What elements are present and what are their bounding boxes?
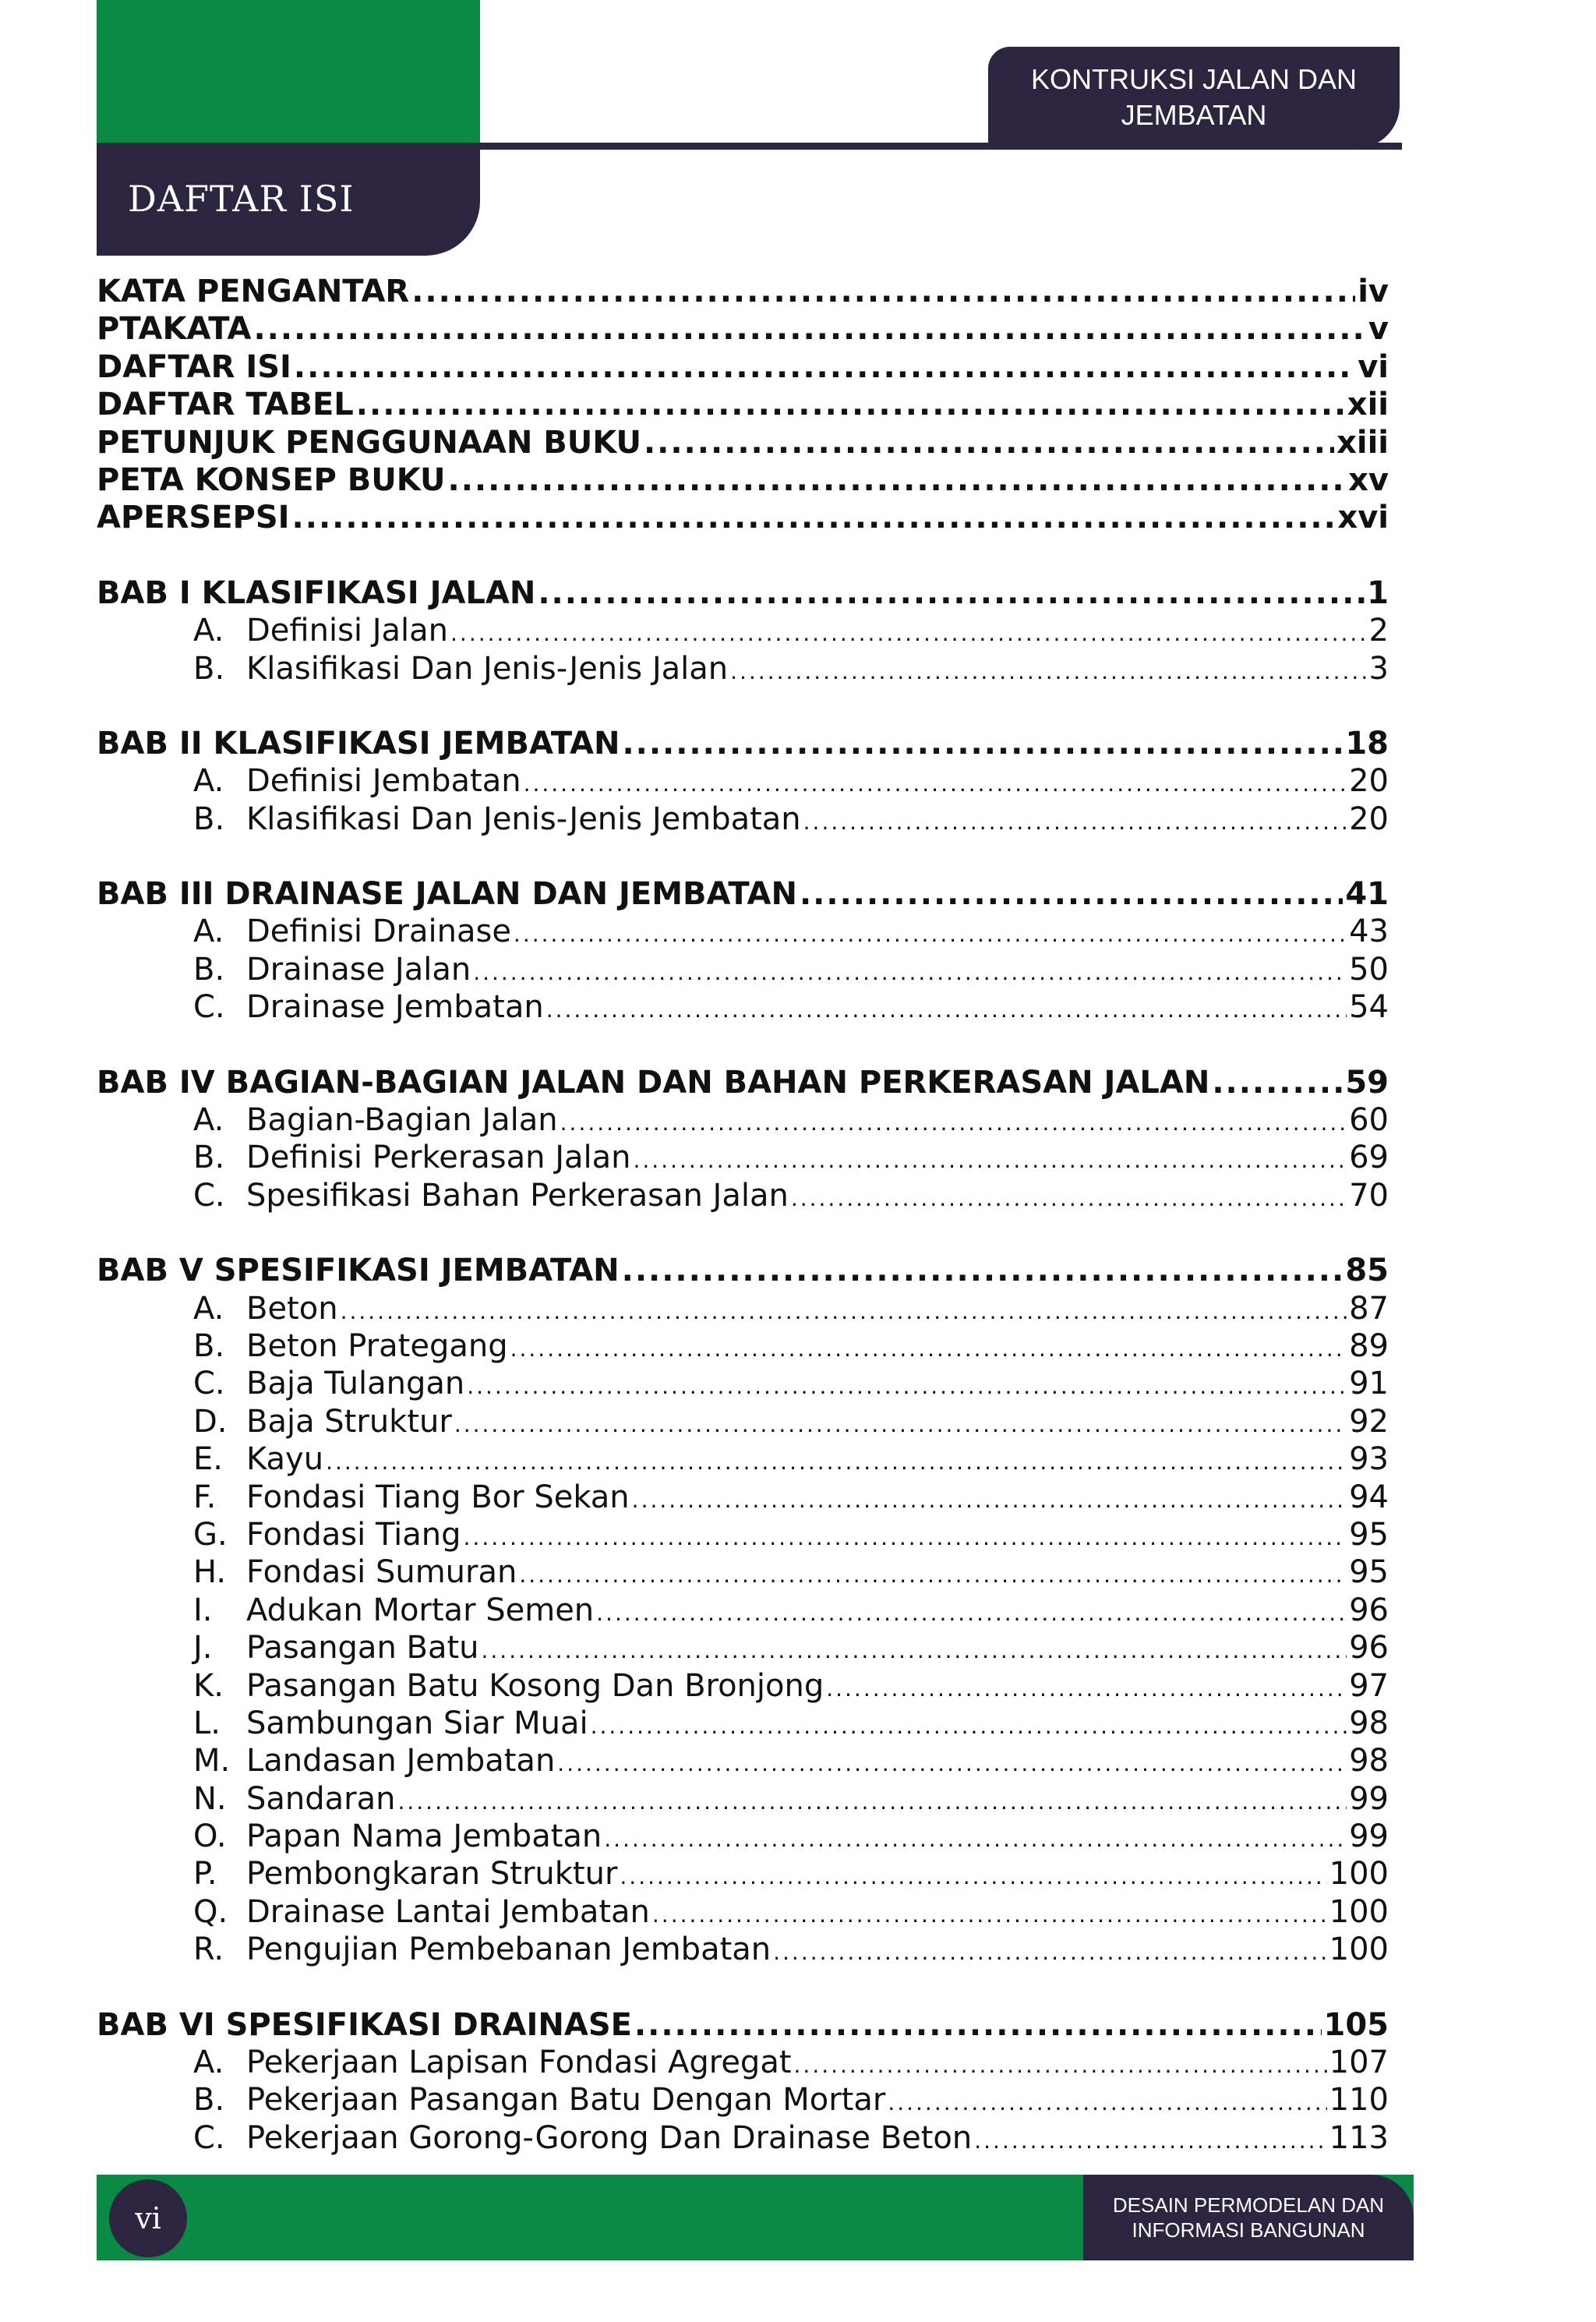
toc-entry-letter: K. — [193, 1667, 224, 1704]
dot-leader — [519, 1553, 1347, 1594]
page-number: vi — [109, 2179, 187, 2257]
toc-entry-letter: B. — [193, 1327, 225, 1364]
toc-entry-title: Beton — [246, 1290, 338, 1327]
toc-subentry — [97, 1403, 1389, 1440]
toc-entry-title: DAFTAR TABEL — [97, 387, 354, 423]
toc-entry-letter: C. — [193, 1366, 225, 1402]
toc-entry-page: 99 — [1349, 1780, 1389, 1817]
dot-leader — [356, 386, 1345, 423]
toc-entry-page: 87 — [1349, 1290, 1389, 1327]
toc-entry — [97, 461, 1389, 499]
toc-subentry — [97, 913, 1389, 950]
toc-entry-title: Pembongkaran Struktur — [246, 1856, 618, 1893]
dot-leader — [454, 1403, 1347, 1444]
toc-entry-title: PETA KONSEP BUKU — [97, 461, 446, 498]
toc-entry-letter: A. — [193, 914, 224, 950]
toc-entry-page: 54 — [1349, 989, 1389, 1026]
dot-leader — [411, 273, 1355, 310]
toc-entry-page: 94 — [1349, 1479, 1389, 1515]
toc-entry-title: PETUNJUK PENGGUNAAN BUKU — [97, 424, 641, 461]
dot-leader — [510, 1327, 1347, 1368]
toc-subentry — [97, 1592, 1389, 1629]
dot-leader — [294, 348, 1355, 386]
dot-leader — [464, 1516, 1347, 1557]
section-title: DAFTAR ISI — [128, 178, 355, 220]
toc-entry-title: BAB IV BAGIAN-BAGIAN JALAN DAN BAHAN PERKERASAN JALAN — [97, 1064, 1210, 1101]
dot-leader — [773, 1931, 1327, 1971]
series-title-line1: DESAIN PERMODELAN DAN — [1112, 2193, 1385, 2217]
dot-leader — [448, 461, 1347, 499]
toc-entry-page: 95 — [1349, 1554, 1389, 1591]
toc-entry-page: 92 — [1349, 1403, 1389, 1440]
toc-entry-title: KATA PENGANTAR — [97, 274, 410, 309]
series-title-line2: INFORMASI BANGUNAN — [1132, 2218, 1365, 2242]
toc-entry — [97, 1064, 1389, 1101]
toc-entry-page: 20 — [1349, 801, 1389, 837]
toc-subentry — [97, 1177, 1389, 1214]
dot-leader — [253, 310, 1365, 348]
dot-leader — [791, 1177, 1347, 1218]
toc-entry-title: Adukan Mortar Semen — [246, 1592, 595, 1628]
book-title-line2: JEMBATAN — [1121, 99, 1267, 131]
dot-leader — [730, 650, 1366, 691]
toc-entry-letter: G. — [193, 1516, 228, 1553]
toc-subentry — [97, 1101, 1389, 1139]
toc-entry-title: Papan Nama Jembatan — [246, 1818, 602, 1855]
toc-entry-page: 95 — [1349, 1516, 1389, 1553]
toc-subentry — [97, 762, 1389, 800]
toc-entry-page: 96 — [1349, 1592, 1389, 1628]
toc-subentry — [97, 1327, 1389, 1365]
toc-entry-letter: B. — [193, 1140, 225, 1176]
dot-leader — [397, 1780, 1347, 1821]
toc-entry-letter: C. — [193, 1177, 225, 1214]
toc-subentry — [97, 1440, 1389, 1478]
dot-leader — [596, 1592, 1347, 1632]
toc-entry-title: Klasifikasi Dan Jenis-Jenis Jembatan — [246, 801, 801, 837]
toc-subentry — [97, 1780, 1389, 1818]
toc-entry-letter: B. — [193, 801, 225, 837]
toc-entry-page: 69 — [1349, 1140, 1389, 1176]
toc-entry-page: 1 — [1367, 574, 1389, 611]
toc-subentry — [97, 2044, 1389, 2081]
toc-entry-letter: C. — [193, 989, 225, 1026]
toc-entry-page: 85 — [1345, 1253, 1389, 1289]
toc-entry-page: 91 — [1349, 1366, 1389, 1402]
toc-subentry — [97, 1667, 1389, 1705]
dot-leader — [803, 801, 1347, 841]
toc-entry-title: BAB III DRAINASE JALAN DAN JEMBATAN — [97, 876, 797, 913]
dot-leader — [450, 612, 1367, 652]
toc-entry-page: iv — [1358, 274, 1389, 309]
toc-entry-title: BAB II KLASIFIKASI JEMBATAN — [97, 725, 620, 762]
dot-leader — [632, 1479, 1347, 1519]
toc-entry-letter: P. — [193, 1856, 217, 1893]
toc-entry-title: Fondasi Sumuran — [246, 1554, 517, 1591]
dot-leader — [292, 499, 1336, 536]
toc-entry-page: 98 — [1349, 1705, 1389, 1741]
toc-entry-title: Fondasi Tiang — [246, 1516, 461, 1553]
toc-subentry — [97, 2119, 1389, 2157]
toc-entry-page: 18 — [1345, 725, 1389, 762]
toc-entry — [97, 499, 1389, 536]
toc-entry-title: Landasan Jembatan — [246, 1743, 556, 1779]
toc-entry-page: vi — [1358, 348, 1389, 385]
toc-entry-page: xiii — [1336, 424, 1389, 461]
dot-leader — [1212, 1064, 1343, 1101]
dot-leader — [473, 951, 1347, 991]
toc-subentry — [97, 1516, 1389, 1553]
toc-entry-page: 50 — [1349, 951, 1389, 988]
toc-entry-letter: H. — [193, 1554, 227, 1591]
dot-leader — [546, 988, 1347, 1029]
toc-entry-title: BAB I KLASIFIKASI JALAN — [97, 574, 536, 611]
dot-leader — [974, 2119, 1326, 2160]
toc-entry-title: PTAKATA — [97, 311, 252, 348]
toc-subentry — [97, 1365, 1389, 1402]
dot-leader — [591, 1705, 1347, 1745]
toc-entry-letter: I. — [193, 1592, 213, 1628]
toc-entry-page: 99 — [1349, 1818, 1389, 1855]
toc-entry-letter: A. — [193, 1290, 224, 1327]
book-title-tab — [988, 47, 1400, 148]
toc-entry-page: 20 — [1349, 763, 1389, 800]
table-of-contents — [97, 273, 1389, 2157]
dot-leader — [482, 1629, 1347, 1670]
toc-entry-title: APERSEPSI — [97, 500, 290, 536]
toc-entry-title: Definisi Jembatan — [246, 763, 521, 800]
toc-subentry — [97, 1139, 1389, 1176]
toc-entry-letter: C. — [193, 2119, 225, 2156]
toc-entry-title: Baja Struktur — [246, 1403, 452, 1440]
toc-entry-title: Sambungan Siar Muai — [246, 1705, 588, 1741]
toc-entry-page: 107 — [1329, 2045, 1389, 2081]
toc-entry-letter: F. — [193, 1479, 217, 1515]
toc-entry-title: Spesifikasi Bahan Perkerasan Jalan — [246, 1177, 789, 1214]
toc-entry-letter: A. — [193, 763, 224, 800]
dot-leader — [634, 1139, 1347, 1179]
toc-entry-title: Definisi Perkerasan Jalan — [246, 1140, 631, 1176]
toc-entry-page: 2 — [1368, 613, 1389, 649]
toc-entry — [97, 725, 1389, 762]
toc-subentry — [97, 1553, 1389, 1591]
toc-subentry — [97, 1705, 1389, 1742]
section-title-box — [97, 147, 480, 256]
toc-entry-letter: N. — [193, 1780, 227, 1817]
toc-entry-page: 105 — [1323, 2006, 1389, 2043]
toc-entry — [97, 574, 1389, 612]
toc-entry-page: 60 — [1349, 1102, 1389, 1139]
footer-series-tab — [1083, 2175, 1414, 2260]
dot-leader — [557, 1742, 1347, 1783]
toc-entry-page: 41 — [1345, 876, 1389, 913]
toc-entry-page: 100 — [1329, 1893, 1389, 1930]
toc-subentry — [97, 801, 1389, 838]
toc-entry-title: Bagian-Bagian Jalan — [246, 1102, 558, 1139]
toc-entry-page: xii — [1347, 387, 1389, 423]
book-title-line1: KONTRUKSI JALAN DAN — [1030, 63, 1358, 95]
toc-entry-title: BAB VI SPESIFIKASI DRAINASE — [97, 2006, 632, 2043]
toc-entry-page: 113 — [1329, 2119, 1389, 2156]
toc-entry-letter: J. — [193, 1630, 213, 1666]
dot-leader — [467, 1365, 1347, 1405]
toc-entry-title: Drainase Jalan — [246, 951, 471, 988]
toc-entry-title: Pekerjaan Lapisan Fondasi Agregat — [246, 2045, 792, 2081]
toc-entry-title: Pasangan Batu Kosong Dan Bronjong — [246, 1667, 824, 1704]
toc-entry-page: 97 — [1349, 1667, 1389, 1704]
toc-entry-letter: O. — [193, 1818, 227, 1855]
toc-entry-title: Pengujian Pembebanan Jembatan — [246, 1931, 772, 1968]
toc-entry — [97, 386, 1389, 423]
dot-leader — [560, 1101, 1347, 1142]
dot-leader — [620, 1855, 1326, 1896]
toc-entry-page: 43 — [1349, 914, 1389, 950]
dot-leader — [622, 725, 1343, 762]
toc-entry-title: Beton Prategang — [246, 1327, 508, 1364]
toc-entry-title: Definisi Jalan — [246, 613, 449, 649]
toc-entry-title: Baja Tulangan — [246, 1366, 465, 1402]
toc-entry-title: Drainase Lantai Jembatan — [246, 1893, 650, 1930]
toc-entry-letter: L. — [193, 1705, 221, 1741]
toc-entry-title: Pekerjaan Gorong-Gorong Dan Drainase Beton — [246, 2119, 973, 2156]
toc-entry — [97, 424, 1389, 461]
dot-leader — [800, 875, 1343, 913]
dot-leader — [634, 2006, 1322, 2044]
toc-entry-title: Pasangan Batu — [246, 1630, 479, 1666]
toc-entry-title: DAFTAR ISI — [97, 348, 291, 385]
toc-subentry — [97, 1855, 1389, 1893]
toc-subentry — [97, 1290, 1389, 1327]
toc-subentry — [97, 1629, 1389, 1666]
dot-leader — [794, 2044, 1327, 2084]
toc-entry-letter: D. — [193, 1403, 228, 1440]
toc-entry-letter: B. — [193, 951, 225, 988]
toc-entry-page: 96 — [1349, 1630, 1389, 1666]
dot-leader — [604, 1818, 1347, 1858]
toc-entry-title: Drainase Jembatan — [246, 989, 544, 1026]
toc-entry-title: Definisi Drainase — [246, 914, 511, 950]
toc-entry-page: 93 — [1349, 1441, 1389, 1478]
dot-leader — [622, 1252, 1344, 1289]
toc-entry — [97, 1252, 1389, 1289]
dot-leader — [326, 1440, 1347, 1481]
toc-entry — [97, 875, 1389, 913]
toc-subentry — [97, 650, 1389, 687]
toc-entry-page: 98 — [1349, 1743, 1389, 1779]
toc-entry-title: Sandaran — [246, 1780, 396, 1817]
dot-leader — [652, 1893, 1327, 1934]
toc-entry-letter: A. — [193, 2045, 224, 2081]
toc-entry-letter: R. — [193, 1931, 224, 1968]
toc-entry-page: 70 — [1349, 1177, 1389, 1214]
dot-leader — [826, 1667, 1347, 1708]
toc-entry-page: v — [1368, 311, 1389, 348]
toc-entry — [97, 348, 1389, 386]
toc-subentry — [97, 2081, 1389, 2119]
toc-entry-title: BAB V SPESIFIKASI JEMBATAN — [97, 1253, 620, 1289]
toc-entry — [97, 273, 1389, 310]
toc-subentry — [97, 1742, 1389, 1779]
toc-subentry — [97, 951, 1389, 988]
toc-entry-title: Pekerjaan Pasangan Batu Dengan Mortar — [246, 2082, 886, 2119]
dot-leader — [888, 2081, 1326, 2122]
toc-entry — [97, 310, 1389, 348]
toc-subentry — [97, 1479, 1389, 1516]
toc-entry-page: xv — [1348, 461, 1389, 498]
toc-entry — [97, 2006, 1389, 2044]
toc-entry-letter: A. — [193, 1102, 224, 1139]
toc-entry-page: 59 — [1345, 1064, 1389, 1101]
toc-subentry — [97, 1818, 1389, 1855]
toc-entry-page: 110 — [1329, 2082, 1389, 2119]
dot-leader — [538, 574, 1365, 612]
toc-subentry — [97, 1931, 1389, 1968]
toc-entry-title: Fondasi Tiang Bor Sekan — [246, 1479, 630, 1515]
toc-subentry — [97, 1893, 1389, 1931]
dot-leader — [524, 762, 1347, 803]
toc-entry-page: 100 — [1329, 1931, 1389, 1968]
toc-subentry — [97, 988, 1389, 1026]
toc-entry-page: 3 — [1368, 650, 1389, 687]
dot-leader — [514, 913, 1347, 953]
header-green-block — [97, 0, 480, 147]
toc-entry-page: 89 — [1349, 1327, 1389, 1364]
toc-subentry — [97, 612, 1389, 649]
toc-entry-letter: E. — [193, 1441, 223, 1478]
toc-entry-letter: M. — [193, 1743, 231, 1779]
toc-entry-letter: A. — [193, 613, 224, 649]
toc-entry-letter: Q. — [193, 1893, 228, 1930]
toc-entry-page: 100 — [1329, 1856, 1389, 1893]
toc-entry-title: Klasifikasi Dan Jenis-Jenis Jalan — [246, 650, 729, 687]
dot-leader — [644, 424, 1334, 461]
dot-leader — [341, 1290, 1347, 1331]
toc-entry-title: Kayu — [246, 1441, 324, 1478]
toc-entry-letter: B. — [193, 650, 225, 687]
toc-entry-page: xvi — [1337, 500, 1389, 536]
toc-entry-letter: B. — [193, 2082, 225, 2119]
